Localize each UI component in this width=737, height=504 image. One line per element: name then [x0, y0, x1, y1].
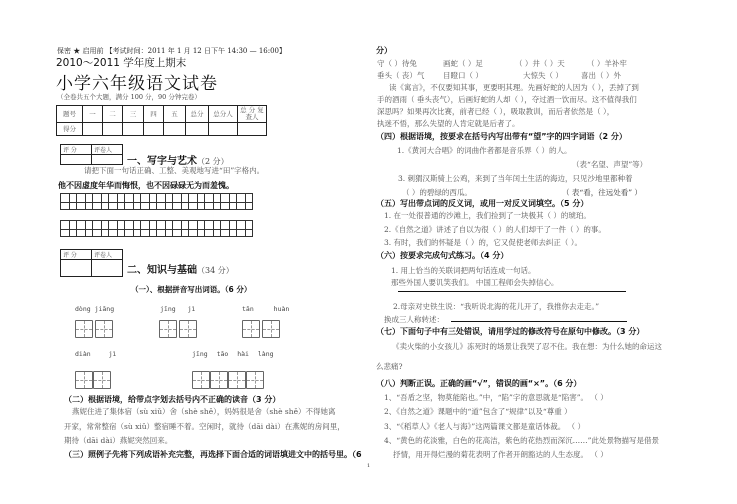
sub4-title: （四）根据语境，按要求在括号内写出带有“望”字的四字词语（2 分） [376, 132, 627, 141]
sub3-title-cont: 分） [376, 46, 392, 55]
idiom-6: 目瞪口（ ） [443, 71, 483, 80]
grader-score-cell[interactable] [61, 260, 92, 277]
idiom-2: 画蛇（ ）足 [443, 59, 483, 68]
answer-line[interactable] [451, 321, 627, 322]
page-number: 1 [367, 463, 371, 469]
answer-line[interactable] [398, 291, 626, 292]
pinyin-1: dòng jiāng [75, 305, 115, 313]
sub1-title: （一）、根据拼音写出词语。（6 分） [131, 285, 252, 294]
sub8-item: 4、“黄色的花淡雅，白色的花高洁，紫色的花热烈而深沉……”此处景物描写是借景 [384, 436, 659, 445]
sub5-item: 1. 在一处很普通的沙滩上，我们捡到了一块极其（ ）的琥珀。 [384, 211, 591, 220]
pinyin-2: jīng jì [160, 305, 196, 313]
sub3-passage-line: 执迷不悟，那么失望的人肯定就是后者了。 [377, 119, 520, 128]
sub3-passage-line: 读《寓言》，不仅要知其事，更要明其理。先画好蛇的人因为（ ），丢掉了到 [389, 83, 639, 92]
sub6-q2: 2.母亲对史铁生说：“我听说北海的花儿开了，我推你去走走。” [393, 302, 600, 311]
section1-instruction: 请把下面一句话正确、工整、美观地写进“田”字格内。 [84, 166, 265, 175]
exam-meta: 保密 ★ 启用前 【考试时间：2011 年 1 月 12 日下午 14:30 — 16:00】 [57, 47, 286, 55]
idiom-1: 守（ ）待兔 [377, 59, 417, 68]
sub3-passage-line: 手的酒雨（ 垂头丧气），后画好蛇的人却（ ），夺过酒一饮而尽。这不值得我们 [377, 95, 637, 104]
score-row-label: 得分 [57, 123, 83, 136]
score-header-cell: 五 [164, 106, 186, 123]
sub2-line: 期待（dāi dài）燕妮突然回来。 [64, 436, 173, 445]
sub3-passage-line: 深思吗？如果再次比赛，前者已经（ ），吸取教训，而后者依然是（ ）， [377, 107, 615, 116]
grader-name-cell[interactable] [92, 260, 123, 277]
score-header-cell: 总 分 复查人 [238, 106, 267, 123]
section2-title: 二、知识与基础 [127, 265, 197, 276]
score-cell[interactable] [123, 123, 144, 136]
sub2-line: 开家，常常整宿（sù xiǔ）整宿睡不着。空闲时，就待（dāi dài）在燕妮的房间里， [64, 422, 345, 431]
idiom-7: 大惊失（ ） [523, 71, 563, 80]
section2-points: （34 分） [197, 266, 234, 275]
sub8-item: 2、《自然之道》课题中的“道”包含了“规律”以及“尊重 ） [384, 407, 572, 416]
sub7-line: 《卖火柴的小女孩儿》冻死时的场景让我哭了忍不住。我在想：为什么她的命运这 [392, 342, 662, 351]
sub8-item: 抒情，用开得烂漫的菊花表明了作者开朗豁达的人生态度。 （ ） [393, 450, 608, 459]
sub4-q2: 3. 刺猬汉斯骑上公鸡，来到了当年闰土生活的海边，只见沙地里都种着 [398, 174, 633, 183]
idiom-5: 垂头（ 丧）气 [377, 71, 425, 80]
section1-sentence: 他不因虚度年华而悔恨，也不因碌碌无为而羞愧。 [58, 181, 234, 190]
score-cell[interactable] [83, 123, 103, 136]
sub5-item: 3. 有时，我们的怀疑是（ ）的，它又促使老师去纠正（ ）。 [384, 238, 583, 247]
sub6-title: （六）按要求完成句式练习。（4 分） [376, 251, 509, 260]
pinyin-answer-boxes-3[interactable] [242, 320, 282, 338]
score-header-cell: 一 [83, 106, 103, 123]
score-table-header-row [57, 106, 267, 123]
sub8-item: 1、“吾盾之坚，物莫能陷也。”中，“陷”字的意思就是“陷害”。 （ ） [384, 393, 608, 402]
sub8-title: （八）判断正误。正确的画“√”，错误的画“×”。（6 分） [376, 379, 582, 388]
pinyin-answer-boxes-2[interactable] [159, 320, 199, 338]
grader-name-label: 评卷人 [92, 250, 123, 260]
grader-score-cell[interactable] [61, 155, 92, 165]
score-header-cell: 三 [123, 106, 144, 123]
score-cell[interactable] [103, 123, 123, 136]
sub4-q1: 1.《黄河大合唱》的词曲作者都是音乐界（ ）的人。 [397, 146, 572, 155]
idiom-4: （ ）羊补牢 [587, 59, 627, 68]
exam-note: （全卷共五个大题，满分 100 分，90 分钟完卷） [57, 93, 201, 101]
sub2-title: （二）根据语境，给带点字划去括号内不正确的读音（3 分） [64, 395, 281, 404]
sub7-line: 么悲痛? [376, 362, 403, 371]
score-header-cell: 题号 [57, 106, 83, 123]
grader-score-label: 评 分 [61, 250, 92, 260]
pinyin-4: diàn jì [75, 350, 117, 358]
score-cell[interactable] [238, 123, 267, 136]
score-cell[interactable] [209, 123, 238, 136]
page-title: 小学六年级语文试卷 [56, 74, 218, 94]
grader-box-2 [60, 249, 123, 277]
section1-points: （2 分） [197, 157, 229, 166]
pinyin-3: tān huàn [242, 305, 290, 313]
sub4-q2-hint: （ 表“看，往远处看” ） [562, 188, 642, 197]
grader-name-cell[interactable] [92, 155, 123, 165]
score-header-cell: 四 [144, 106, 164, 123]
exam-term: 2010～2011 学年度上期末 [56, 57, 187, 69]
pinyin-answer-boxes-4[interactable] [75, 371, 111, 389]
sub6-q1: 1. 用上恰当的关联词把两句话连成一句话。 [391, 266, 536, 275]
grader-score-label: 评 分 [61, 145, 92, 155]
sub7-title: （七）下面句子中有三处错误，请用学过的修改符号在原句中修改。（3 分） [376, 327, 645, 336]
score-table [56, 105, 267, 136]
sub8-item: 3、“《稻草人》《老人与海》”这两篇课文都是童话体裁。 （ ） [384, 422, 585, 431]
sub2-line: 燕妮住进了集体宿（sù xiǔ）舍（shè shě），妈妈很是舍（shè shě）不得她离 [72, 407, 336, 416]
idiom-8: 喜出（ ）外 [581, 71, 621, 80]
grader-box-1 [60, 144, 123, 165]
score-cell[interactable] [144, 123, 164, 136]
sub5-title: （五）写出带点词的反义词，或用一对反义词填空。（5 分） [376, 199, 589, 208]
sub6-q1-text: 那些外国人要讥笑我们。 中国工程师会失掉信心。 [391, 278, 559, 287]
section1-title: 一、写字与艺术 [127, 156, 197, 167]
score-cell[interactable] [186, 123, 209, 136]
sub3-title: （三）照例子先将下列成语补充完整，再选择下面合适的词语填进文中的括号里。（6 [64, 450, 362, 459]
tian-grid-row-1[interactable] [60, 193, 252, 210]
pinyin-answer-boxes-5[interactable] [192, 371, 264, 389]
grader-name-label: 评卷人 [92, 145, 123, 155]
tian-grid-row-2[interactable] [60, 220, 252, 237]
sub5-item: 2.《自然之道》讲述了自以为很（ ）的人们却干了一件（ ）的事。 [384, 225, 606, 234]
score-header-cell: 总分 [186, 106, 209, 123]
score-header-cell: 二 [103, 106, 123, 123]
score-table-row [57, 123, 267, 136]
score-cell[interactable] [164, 123, 186, 136]
score-header-cell: 总分人 [209, 106, 238, 123]
idiom-3: （ ）井（ ）天 [515, 59, 565, 68]
sub4-q1-hint: （表“名望、声望”等） [572, 160, 648, 169]
sub4-q2-cont: （ ）的碧绿的西瓜。 [402, 188, 472, 197]
pinyin-answer-boxes-1[interactable] [75, 320, 115, 338]
pinyin-5: jīng tāo hài làng [192, 350, 274, 358]
section2-heading [127, 258, 234, 277]
sub6-q2-label: 换成三人称转述： [384, 315, 444, 324]
